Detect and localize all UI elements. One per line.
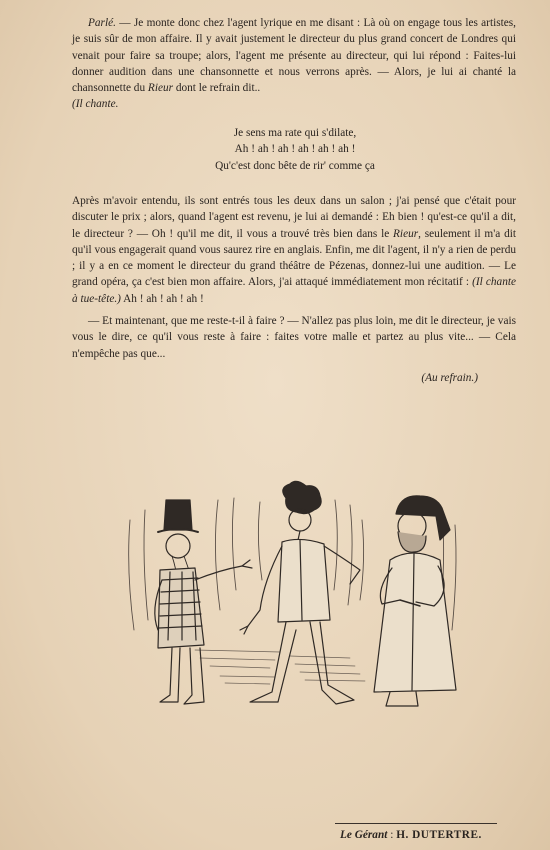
figure-bearded-man	[374, 496, 456, 706]
figure-young-man	[240, 481, 360, 704]
stage-direction: (Il chante.	[72, 98, 119, 111]
rieur-title: Rieur	[393, 227, 419, 240]
song-verse	[150, 125, 440, 174]
stage-direction: (Il chante à tue-tête.)	[72, 276, 516, 305]
paragraph-parle	[72, 15, 516, 113]
signature	[340, 829, 482, 841]
paragraph-et-maintenant	[72, 313, 516, 362]
illustration	[100, 480, 480, 725]
signature-name: H. DUTERTRE.	[396, 829, 482, 841]
paragraph-apres	[72, 193, 516, 307]
refrain-note: (Au refrain.)	[421, 372, 478, 384]
parle-label: Parlé.	[88, 17, 116, 29]
figure-old-man-top-hat	[155, 500, 252, 704]
paragraph-text: Après m'avoir entendu, ils sont entrés tous les deux dans un salon ; j'ai pensé que c'était pour discuter le prix ; alors, quand l'agent est revenu, je lui ai demandé : Eh bien ! qu'est-ce qu'il a dit, le directeur ? — Oh ! qu'il me dit, il vous a trouvé très bien dans le	[72, 195, 516, 240]
paragraph-text: — Et maintenant, que me reste-t-il à faire ? — N'allez pas plus loin, me dit le directeur, je vais vous le dire, ce qu'il vous reste à faire : faites votre malle et partez au plus vite... — Cela n'empêche pas que...	[72, 315, 516, 360]
footer-rule	[335, 823, 497, 824]
paragraph-text: — Je monte donc chez l'agent lyrique en me disant : Là où on engage tous les artistes, je suis sûr de mon affaire. Il y avait justement le directeur du plus grand concert de Londres qui venait pour faire sa troupe; alors, l'agent me présente au directeur, qui lui répond : Faites-lui donner audition dans une chansonnette et nous verrons après. — Alors, je lui ai chanté la chansonnette du	[72, 17, 516, 95]
verse-line: Qu'c'est donc bête de rir' comme ça	[215, 159, 375, 172]
paragraph-text-tail: dont le refrain dit..	[173, 82, 261, 95]
paragraph-text: , seulement il m'a dit qu'il vous engagerait quand vous saurez rire en anglais. Enfin, me dit l'agent, il n'y a rien de perdu ; il y a en ce moment le directeur du grand théâtre de Pézenas, donnez-lui une audition. — Le grand opéra, ça c'est bien mon affaire. Alors, j'ai attaqué immédiatement mon récitatif :	[72, 227, 516, 289]
floor-shading	[195, 650, 365, 684]
signature-separator: :	[387, 829, 397, 841]
paragraph-text: Ah ! ah ! ah ! ah !	[120, 292, 204, 305]
verse-line: Je sens ma rate qui s'dilate,	[233, 127, 357, 139]
verse-line: Ah ! ah ! ah ! ah ! ah ! ah !	[234, 143, 356, 156]
signature-label: Le Gérant	[340, 829, 388, 841]
rieur-title: Rieur	[147, 82, 174, 95]
